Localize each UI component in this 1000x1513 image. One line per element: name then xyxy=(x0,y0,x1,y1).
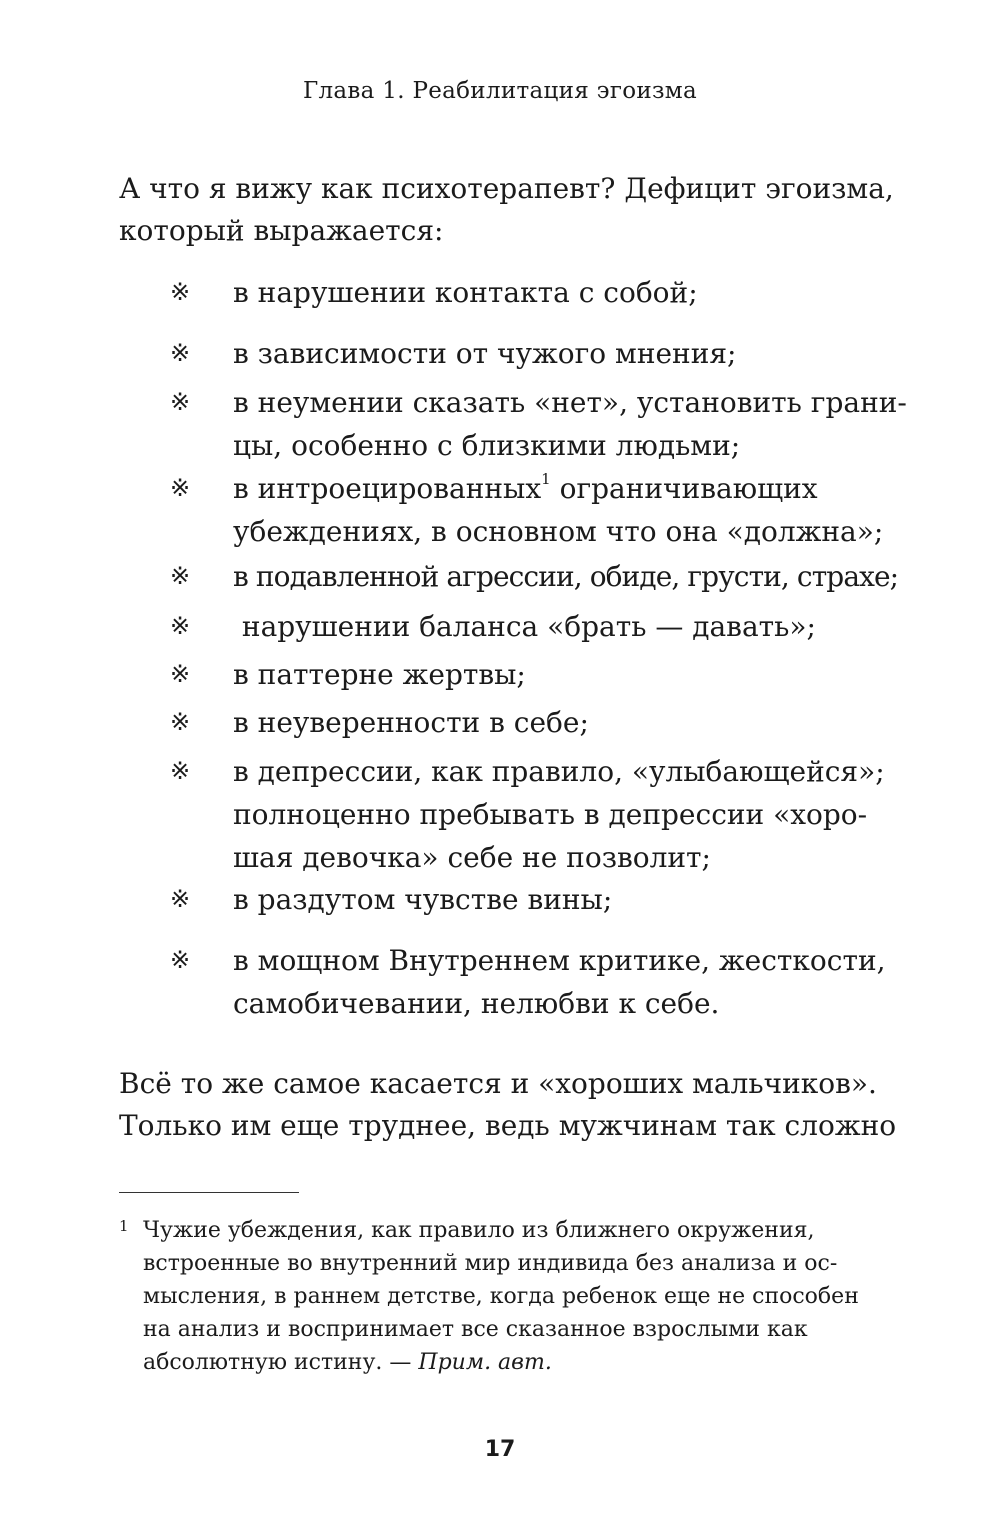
paragraph-line: Только им еще труднее, ведь мужчинам так сложно xyxy=(119,1109,897,1142)
footnote-line: Чужие убеждения, как правило из ближнего окружения, xyxy=(143,1218,815,1243)
footnote-line: абсолютную истину. — Прим. авт. xyxy=(143,1350,552,1375)
bullet-icon: ※ xyxy=(170,708,191,736)
list-item-text: в неумении сказать «нет», установить грани- xyxy=(233,386,907,419)
footnote-number: 1 xyxy=(119,1217,129,1235)
list-item-text: в мощном Внутреннем критике, жесткости, xyxy=(233,944,886,977)
paragraph-line: который выражается: xyxy=(119,214,444,247)
bullet-icon: ※ xyxy=(170,612,191,640)
bullet-icon: ※ xyxy=(170,339,191,367)
bullet-icon: ※ xyxy=(170,278,191,306)
bullet-icon: ※ xyxy=(170,885,191,913)
running-head: Глава 1. Реабилитация эгоизма xyxy=(302,78,698,104)
bullet-icon: ※ xyxy=(170,388,191,416)
list-item-text: в нарушении контакта с собой; xyxy=(233,276,698,309)
list-item-text: цы, особенно с близкими людьми; xyxy=(233,429,741,462)
list-item-text: полноценно пребывать в депрессии «хоро- xyxy=(233,798,868,831)
list-item-text: в депрессии, как правило, «улыбающейся»; xyxy=(233,755,885,788)
list-item-text: самобичевании, нелюбви к себе. xyxy=(233,987,720,1020)
paragraph-line: А что я вижу как психотерапевт? Дефицит эгоизма, xyxy=(119,172,894,205)
footnote-line: мысления, в раннем детстве, когда ребенок еще не способен xyxy=(143,1284,859,1309)
footnote-author-note: Прим. авт. xyxy=(418,1350,552,1375)
list-item-text: в неуверенности в себе; xyxy=(233,706,589,739)
intro-paragraph xyxy=(119,168,894,252)
paragraph-line: Всё то же самое касается и «хороших мальчиков». xyxy=(119,1067,877,1100)
list-item-text: нарушении баланса «брать — давать»; xyxy=(233,610,816,643)
footnote-line: на анализ и воспринимает все сказанное взрослыми как xyxy=(143,1317,808,1342)
footnote-line: встроенные во внутренний мир индивида без анализа и ос- xyxy=(143,1251,838,1276)
closing-paragraph xyxy=(119,1063,897,1147)
page-number: 17 xyxy=(484,1437,516,1462)
bullet-icon: ※ xyxy=(170,757,191,785)
bullet-icon: ※ xyxy=(170,474,191,502)
list-item-text: в зависимости от чужого мнения; xyxy=(233,337,737,370)
list-item-text: в интроецированных$^1$ ограничивающих xyxy=(233,469,818,505)
bullet-icon: ※ xyxy=(170,660,191,688)
bullet-icon: ※ xyxy=(170,562,191,590)
list-item-text: в подавленной агрессии, обиде, грусти, страхе; xyxy=(233,560,899,593)
bullet-icon: ※ xyxy=(170,946,191,974)
list-item-text: в раздутом чувстве вины; xyxy=(233,883,613,916)
list-item-text: шая девочка» себе не позволит; xyxy=(233,841,711,874)
footnote-divider xyxy=(119,1192,299,1193)
footnote-ref: 1 xyxy=(541,469,551,488)
list-item-text: в паттерне жертвы; xyxy=(233,658,526,691)
list-item-text: убеждениях, в основном что она «должна»; xyxy=(233,515,884,548)
